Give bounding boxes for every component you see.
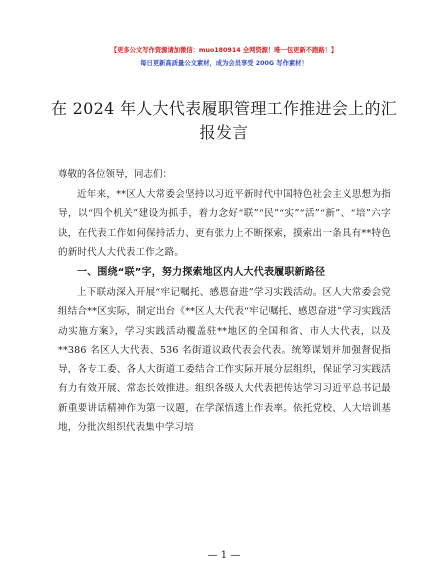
page-number: — 1 —	[207, 550, 241, 561]
body-paragraph-2: 上下联动深入开展“牢记嘱托、感恩奋进”学习实践活动。区人大常委会党组结合**区实际，制定出台《**区人大代表“牢记嘱托、感恩奋进”学习实践活动实施方案》，学习实践活动覆盖驻**地区的全国和省、市人大代表，以及**386 名区人大代表、536 名街道议政代表会代表。统筹谋划并加强督促指导，各专工委、各人大街道工委结合工作实际开展分层组织，保证学习实践活有力有效开展、常态长效推进。组织各级人大代表把传达学习习近平总书记最新重要讲话精神作为第一议题，在学深悟透上作表率。依托党校、人大培训基地，分批次组织代表集中学习培	[58, 287, 391, 434]
section-heading-1: 一、围绕“联”字，努力探索地区内人大代表履职新路径	[77, 267, 326, 278]
body-paragraph-1: 近年来，**区人大常委会坚持以习近平新时代中国特色社会主义思想为指导，以“四个机关”建设为抓手，着力念好“联”“民”“实”“活”“新”、“培”六字诀，在代表工作如何保持活力、更有张力上不断探索，摸索出一条具有**特色的新时代人大代表工作之路。	[58, 189, 391, 258]
document-title: 在 2024 年人大代表履职管理工作推进会上的汇报发言	[50, 99, 398, 142]
salutation: 尊敬的各位领导，同志们：	[58, 169, 173, 180]
promo-banner-line-1: 【更多公文写作资源请加微信：muo180914 全网资源！唯一包更新不跑路！】	[110, 47, 338, 54]
promo-banner-line-2: 每日更新高质量公文素材，成为会员享受 200G 写作素材！	[140, 60, 308, 67]
